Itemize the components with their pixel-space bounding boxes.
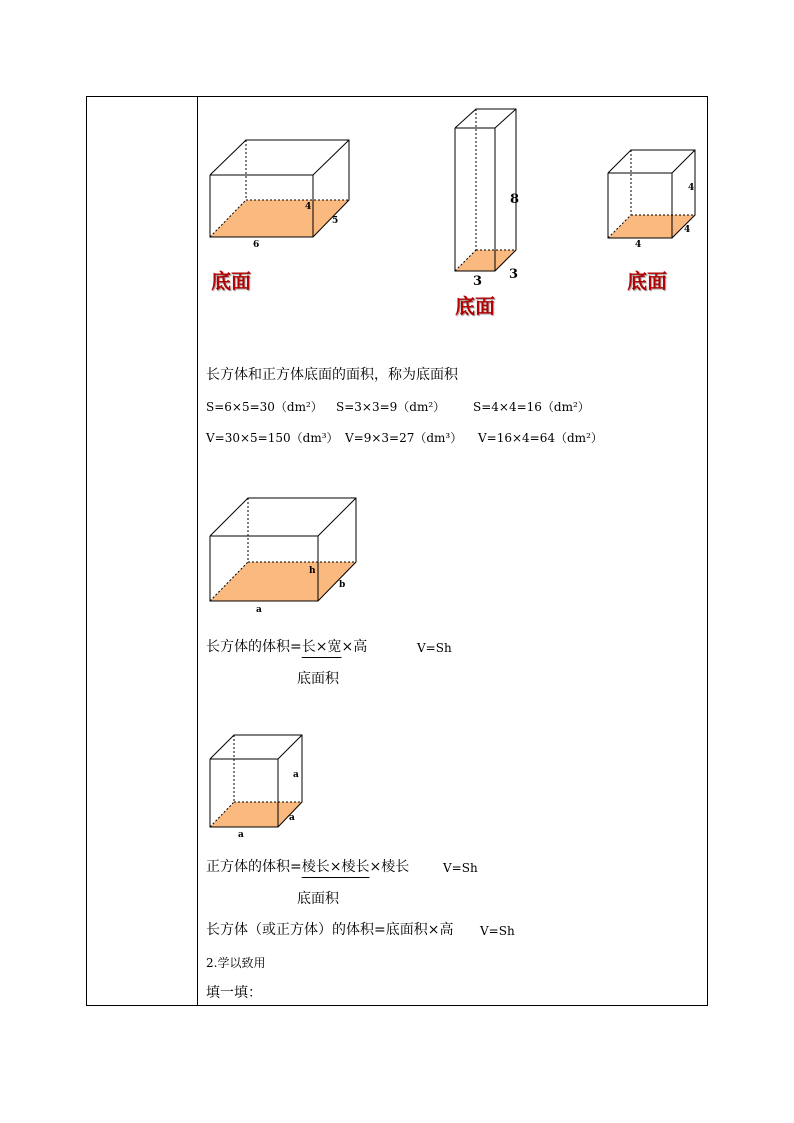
width-label: 5 — [332, 216, 339, 226]
height-label: 4 — [688, 183, 695, 193]
cube-volume-formula — [206, 858, 409, 876]
base-face — [210, 562, 356, 601]
section-apply: 2.学以致用 — [206, 956, 266, 970]
length-label: 3 — [473, 274, 483, 289]
width-label: b — [339, 580, 346, 590]
formula-prefix: 正方体的体积= — [206, 859, 302, 875]
formula-suffix: ×高 — [341, 639, 368, 655]
area-calc-2: S=3×3=9（dm²） — [336, 400, 446, 414]
general-short-formula: V=Sh — [480, 924, 515, 938]
generic-cuboid-figure — [205, 493, 365, 618]
cube-figure-3 — [604, 145, 699, 250]
formula-underlined: 长×宽 — [301, 639, 342, 655]
general-volume-formula: 长方体（或正方体）的体积=底面积×高 — [206, 922, 454, 938]
cube-short-formula: V=Sh — [443, 861, 478, 875]
width-label: 3 — [509, 267, 519, 282]
cuboid-volume-formula — [206, 638, 367, 656]
length-label: a — [238, 830, 244, 840]
base-area-definition: 长方体和正方体底面的面积，称为底面积 — [206, 367, 458, 383]
base-face — [608, 215, 695, 238]
cuboid-figure-1 — [205, 135, 355, 250]
length-label: a — [256, 605, 262, 615]
base-face — [210, 200, 349, 237]
cuboid-figure-2 — [450, 105, 530, 290]
formula-suffix: ×棱长 — [369, 859, 410, 875]
height-label: a — [293, 770, 299, 780]
height-label: 4 — [305, 202, 312, 212]
cuboid-short-formula: V=Sh — [417, 641, 452, 655]
base-face — [455, 250, 516, 271]
formula-underlined: 棱长×棱长 — [301, 859, 370, 875]
height-label: 8 — [510, 192, 520, 207]
base-label-1: 底面 — [211, 269, 251, 293]
fill-in-prompt: 填一填： — [206, 985, 262, 1001]
volume-calc-3: V=16×4=64（dm²） — [478, 431, 603, 445]
area-calc-1: S=6×5=30（dm²） — [206, 400, 323, 414]
generic-cube-figure — [206, 730, 306, 840]
cuboid-base-area-note: 底面积 — [297, 671, 339, 687]
base-label-3: 底面 — [627, 269, 667, 293]
volume-calc-1: V=30×5=150（dm³） — [206, 431, 339, 445]
volume-calc-2: V=9×3=27（dm³） — [345, 431, 463, 445]
cube-base-area-note: 底面积 — [297, 891, 339, 907]
width-label: a — [289, 813, 295, 823]
height-label: h — [309, 566, 316, 576]
formula-prefix: 长方体的体积= — [206, 639, 302, 655]
width-label: 4 — [684, 225, 691, 235]
length-label: 6 — [253, 240, 260, 250]
area-calc-3: S=4×4=16（dm²） — [473, 400, 590, 414]
base-label-2: 底面 — [455, 294, 495, 318]
column-divider — [197, 96, 198, 1006]
length-label: 4 — [635, 240, 642, 250]
